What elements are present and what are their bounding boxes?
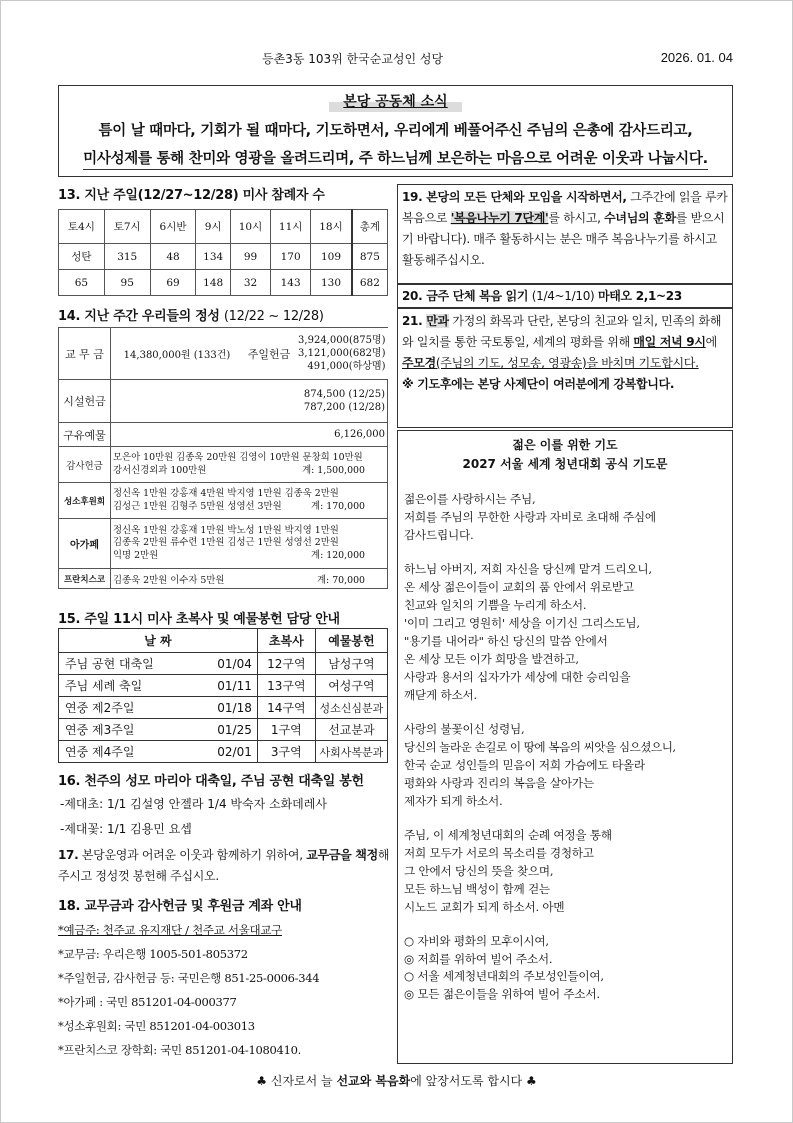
community-news-line2: 미사성제를 통해 찬미와 영광을 올려드리며, 주 하느님께 보은하는 마음으로 어려운 이웃과 나눕시다. <box>83 147 708 170</box>
sisul-label: 시설헌금 <box>59 380 111 423</box>
jujul-value-1: 3,924,000(875명) <box>298 335 386 346</box>
table-row <box>59 697 388 719</box>
section-19-lead: 19. 본당의 모든 단체와 모임을 시작하면서, <box>402 190 627 204</box>
account-item: *주일헌금, 감사헌금 등: 국민은행 851-25-0006-344 <box>58 971 320 985</box>
francis-total: 계: 70,000 <box>317 574 365 586</box>
duty-cell: 01/04 <box>212 653 257 675</box>
table-row <box>59 675 388 697</box>
section-17-text-1: 본당운영과 어려운 이웃과 함께하기 위하여, <box>78 848 307 862</box>
guyu-value: 6,126,000 <box>111 423 388 447</box>
agape-line-1: 정신옥 1만원 강홍재 1만원 박노성 1만원 박지영 1만원 <box>113 525 339 537</box>
duty-table <box>58 628 388 763</box>
prayer-line: 주님, 이 세계청년대회의 순례 여정을 통해 <box>404 827 612 842</box>
section-17 <box>58 845 393 887</box>
community-news-box <box>58 85 733 177</box>
prayer-line: "용기를 내어라" 하신 당신의 말씀 안에서 <box>404 633 608 648</box>
prayer-line: ◎ 저희를 위하여 빌어 주소서. <box>404 951 553 966</box>
prayer-line: 온 세상 젊은이들이 교회의 품 안에서 위로받고 <box>404 580 634 595</box>
att-header: 토7시 <box>104 210 150 244</box>
att-cell: 109 <box>311 244 352 270</box>
duty-cell: 선교분과 <box>315 719 387 741</box>
prayer-line: 사랑과 용서의 십자가가 세상에 대한 승리임을 <box>404 669 631 684</box>
prayer-line: 한국 순교 성인들의 믿음이 저희 가슴에도 타올라 <box>404 757 645 772</box>
prayer-line: ○ 자비와 평화의 모후이시여, <box>404 933 549 948</box>
section-18-title: 18. 교무금과 감사헌금 및 후원금 계좌 안내 <box>58 899 302 914</box>
section-21-text-1: 가정의 화목과 단란, 본당의 친교와 일치, 민족의 화해와 일치를 통한 국토통일, 세계의 평화를 위해 <box>402 314 722 349</box>
att-header: 6시반 <box>150 210 196 244</box>
gyomu-value: 14,380,000원 (133건) <box>123 350 231 361</box>
section-16-candles: -제대초: 1/1 김설영 안젤라 1/4 박숙자 소화데레사 <box>60 797 327 811</box>
section-21-underline-3: (주님의 기도, 성모송, 영광송)을 바치며 기도합시다. <box>435 356 699 370</box>
footer-text-2: 에 앞장서도록 합시다 ♣ <box>410 1074 537 1088</box>
bulletin-date: 2026. 01. 04 <box>660 50 733 65</box>
community-news-line1: 틈이 날 때마다, 기회가 될 때마다, 기도하면서, 우리에게 베풀어주신 주님의 은총에 감사드리고, <box>98 123 693 139</box>
att-cell: 148 <box>196 270 230 296</box>
section-16-title: 16. 천주의 성모 마리아 대축일, 주님 공현 대축일 봉헌 <box>58 774 364 789</box>
prayer-line: 저희 모두가 서로의 목소리를 경청하고 <box>404 845 594 860</box>
gyomu-label: 교 무 금 <box>59 328 111 380</box>
prayer-line: 당신의 놀라운 손길로 이 땅에 복음의 씨앗을 심으셨으니, <box>404 739 676 754</box>
att-cell: 170 <box>271 244 311 270</box>
sisul-value-2: 787,200 (12/28) <box>303 402 385 413</box>
footer-text-1: ♣ 신자로서 늘 <box>256 1074 337 1088</box>
offerings-table <box>58 327 388 589</box>
att-header: 11시 <box>271 210 311 244</box>
section-21-box <box>397 308 733 428</box>
att-cell: 95 <box>104 270 150 296</box>
att-header: 18시 <box>311 210 352 244</box>
prayer-body <box>398 491 732 1004</box>
att-cell: 32 <box>230 270 270 296</box>
duty-cell: 12구역 <box>257 653 315 675</box>
duty-cell: 연중 제2주일 <box>59 697 213 719</box>
duty-cell: 02/01 <box>212 741 257 763</box>
duty-header-altar: 초복사 <box>257 629 315 653</box>
prayer-line: 온 세상 모든 이가 희망을 발견하고, <box>404 651 579 666</box>
prayer-line: 친교와 일치의 기쁨을 누리게 하소서. <box>404 598 587 613</box>
duty-cell: 여성구역 <box>315 675 387 697</box>
section-14-title <box>58 305 324 324</box>
agape-line-2: 김종욱 2만원 류수련 1만원 김성근 1만원 성영선 2만원 <box>113 537 339 549</box>
section-19-text-1: 그주간에 읽을 루카 복음으로 <box>402 190 728 225</box>
seongso-line-1: 정신옥 1만원 강홍재 4만원 박지영 1만원 김종욱 2만원 <box>113 488 339 500</box>
att-cell: 682 <box>352 270 388 296</box>
prayer-line: 그 안에서 당신의 뜻을 찾으며, <box>404 863 554 878</box>
gamsa-line-2: 강서신경외과 100만원 <box>113 464 207 476</box>
section-19-text-2: 를 하시고, <box>548 211 605 225</box>
duty-header-offering: 예물봉헌 <box>315 629 387 653</box>
table-row <box>59 719 388 741</box>
prayer-line: ◎ 모든 젊은이들을 위하여 빌어 주소서. <box>404 987 600 1002</box>
duty-cell: 13구역 <box>257 675 315 697</box>
prayer-box <box>397 430 733 1064</box>
section-21-note: ※ 기도후에는 본당 사제단이 여러분에게 강복합니다. <box>402 377 675 391</box>
section-20-c: (1/4~1/10) <box>528 289 598 303</box>
page-footer <box>0 1072 793 1089</box>
section-21-num: 21. <box>402 314 427 328</box>
gamsa-total: 계: 1,500,000 <box>302 464 365 476</box>
section-19-text-3: 를 받으시기 바랍니다). 매주 활동하시는 분은 매주 복음나누기를 하시고 활동해주십시오. <box>402 211 725 267</box>
seongso-label: 성소후원회 <box>59 483 111 519</box>
account-item: *아가페 : 국민 851201-04-000377 <box>58 995 237 1009</box>
section-13-title: 13. 지난 주일(12/27~12/28) 미사 참례자 수 <box>58 188 325 203</box>
section-20-a: 20. 금주 <box>402 289 453 303</box>
att-cell: 315 <box>104 244 150 270</box>
guyu-label: 구유예물 <box>59 423 111 447</box>
prayer-line: 하느님 아버지, 저희 자신을 당신께 맡겨 드리오니, <box>404 562 652 577</box>
duty-cell: 01/25 <box>212 719 257 741</box>
section-21-bold: 만과 <box>426 314 449 328</box>
att-cell: 130 <box>311 270 352 296</box>
agape-line-3: 익명 2만원 <box>113 549 159 561</box>
duty-cell: 1구역 <box>257 719 315 741</box>
account-item: *교무금: 우리은행 1005-501-805372 <box>58 947 248 961</box>
att-header: 10시 <box>230 210 270 244</box>
table-row <box>59 653 388 675</box>
prayer-line: 시노드 교회가 되게 하소서. 아멘 <box>404 899 565 914</box>
duty-header-date: 날 짜 <box>59 629 258 653</box>
section-17-num: 17. <box>58 848 79 862</box>
att-cell: 65 <box>59 270 105 296</box>
agape-label: 아가페 <box>59 519 111 569</box>
francis-label: 프란치스코 <box>59 569 111 589</box>
att-cell: 875 <box>352 244 388 270</box>
duty-cell: 성소신심분과 <box>315 697 387 719</box>
section-17-text-2: 해 주시고 정성껏 봉헌해 주십시오. <box>58 848 390 883</box>
duty-cell: 사회사복분과 <box>315 741 387 763</box>
prayer-title: 젊은 이를 위한 기도 <box>512 438 618 452</box>
gamsa-label: 감사헌금 <box>59 447 111 483</box>
duty-cell: 주님 공현 대축일 <box>59 653 213 675</box>
section-14-range: (12/22 ~ 12/28) <box>223 309 324 324</box>
att-cell: 48 <box>150 244 196 270</box>
jujul-value-2: 3,121,000(682명) <box>298 348 386 359</box>
community-news-title: 본당 공동체 소식 <box>329 90 461 112</box>
att-header: 토4시 <box>59 210 105 244</box>
footer-bold: 선교와 복음화 <box>336 1074 411 1088</box>
section-15-title: 15. 주일 11시 미사 초복사 및 예물봉헌 담당 안내 <box>58 612 340 627</box>
section-14-title-text: 14. 지난 주간 우리들의 정성 <box>58 309 220 324</box>
section-20-b: 단체 복음 읽기 <box>452 289 529 303</box>
jujul-label: 주일헌금 <box>247 347 291 361</box>
account-item: *성소후원회: 국민 851201-04-003013 <box>58 1019 255 1033</box>
prayer-line: 젊은이를 사랑하시는 주님, <box>404 492 536 507</box>
duty-cell: 연중 제3주일 <box>59 719 213 741</box>
table-row <box>59 741 388 763</box>
prayer-line: ○ 서울 세계청년대회의 주보성인들이여, <box>404 969 604 984</box>
duty-cell: 01/11 <box>212 675 257 697</box>
section-17-bold-1: 교무금 <box>306 848 341 862</box>
section-21-text-2: 에 <box>705 335 717 349</box>
account-holder: *예금주: 천주교 유지재단 / 천주교 서울대교구 <box>58 923 282 937</box>
section-21-underline-2: 주모경 <box>402 356 436 370</box>
att-cell: 143 <box>271 270 311 296</box>
seongso-line-2: 김성근 1만원 김형주 5만원 성영선 3만원 <box>113 500 282 512</box>
attendance-table <box>58 209 388 296</box>
duty-cell: 14구역 <box>257 697 315 719</box>
prayer-line: 감사드립니다. <box>404 528 474 543</box>
gamsa-line-1: 모은아 10만원 김종욱 20만원 김영이 10만원 문창희 10만원 <box>113 452 363 464</box>
sisul-value-1: 874,500 (12/25) <box>303 389 385 400</box>
prayer-line: 제자가 되게 하소서. <box>404 793 503 808</box>
att-header: 9시 <box>196 210 230 244</box>
section-17-bold-2: 을 책정 <box>340 848 378 862</box>
duty-cell: 남성구역 <box>315 653 387 675</box>
account-item: *프란치스코 장학회: 국민 851201-04-1080410. <box>58 1043 301 1057</box>
prayer-line: 깨닫게 하소서. <box>404 687 477 702</box>
duty-cell: 주님 세례 축일 <box>59 675 213 697</box>
duty-cell: 01/18 <box>212 697 257 719</box>
prayer-line: 사랑의 불꽃이신 성령님, <box>404 721 525 736</box>
prayer-line: '이미 그리고 영원히' 세상을 이기신 그리스도님, <box>404 616 640 630</box>
duty-cell: 3구역 <box>257 741 315 763</box>
section-19-highlight: '복음나누기 7단계' <box>450 211 549 225</box>
prayer-subtitle: 2027 서울 세계 청년대회 공식 기도문 <box>462 456 668 471</box>
church-name: 등촌3동 103위 한국순교성인 성당 <box>262 52 444 66</box>
att-header: 총계 <box>352 210 388 244</box>
section-20-d: 마태오 2,1~23 <box>597 289 682 303</box>
section-21-underline-1: 매일 저녁 9시 <box>633 335 706 349</box>
jujul-value-3: 491,000(하상멤) <box>307 361 386 372</box>
prayer-line: 저희를 주님의 무한한 사랑과 자비로 초대해 주심에 <box>404 510 656 525</box>
section-16-flowers: -제대꽃: 1/1 김용민 요셉 <box>60 822 192 836</box>
section-20-box <box>397 284 733 308</box>
att-cell: 성탄 <box>59 244 105 270</box>
account-list <box>58 918 319 1062</box>
seongso-total: 계: 170,000 <box>311 500 365 512</box>
prayer-line: 평화와 사랑과 진리의 복음을 살아가는 <box>404 775 594 790</box>
agape-total: 계: 120,000 <box>311 549 365 561</box>
att-cell: 69 <box>150 270 196 296</box>
francis-line-1: 김종욱 2만원 이수자 5만원 <box>113 574 225 586</box>
duty-cell: 연중 제4주일 <box>59 741 213 763</box>
section-19-box <box>397 184 733 284</box>
att-cell: 134 <box>196 244 230 270</box>
prayer-line: 모든 하느님 백성이 함께 걷는 <box>404 881 550 896</box>
section-19-bold: 수녀님의 훈화 <box>604 211 676 225</box>
att-cell: 99 <box>230 244 270 270</box>
